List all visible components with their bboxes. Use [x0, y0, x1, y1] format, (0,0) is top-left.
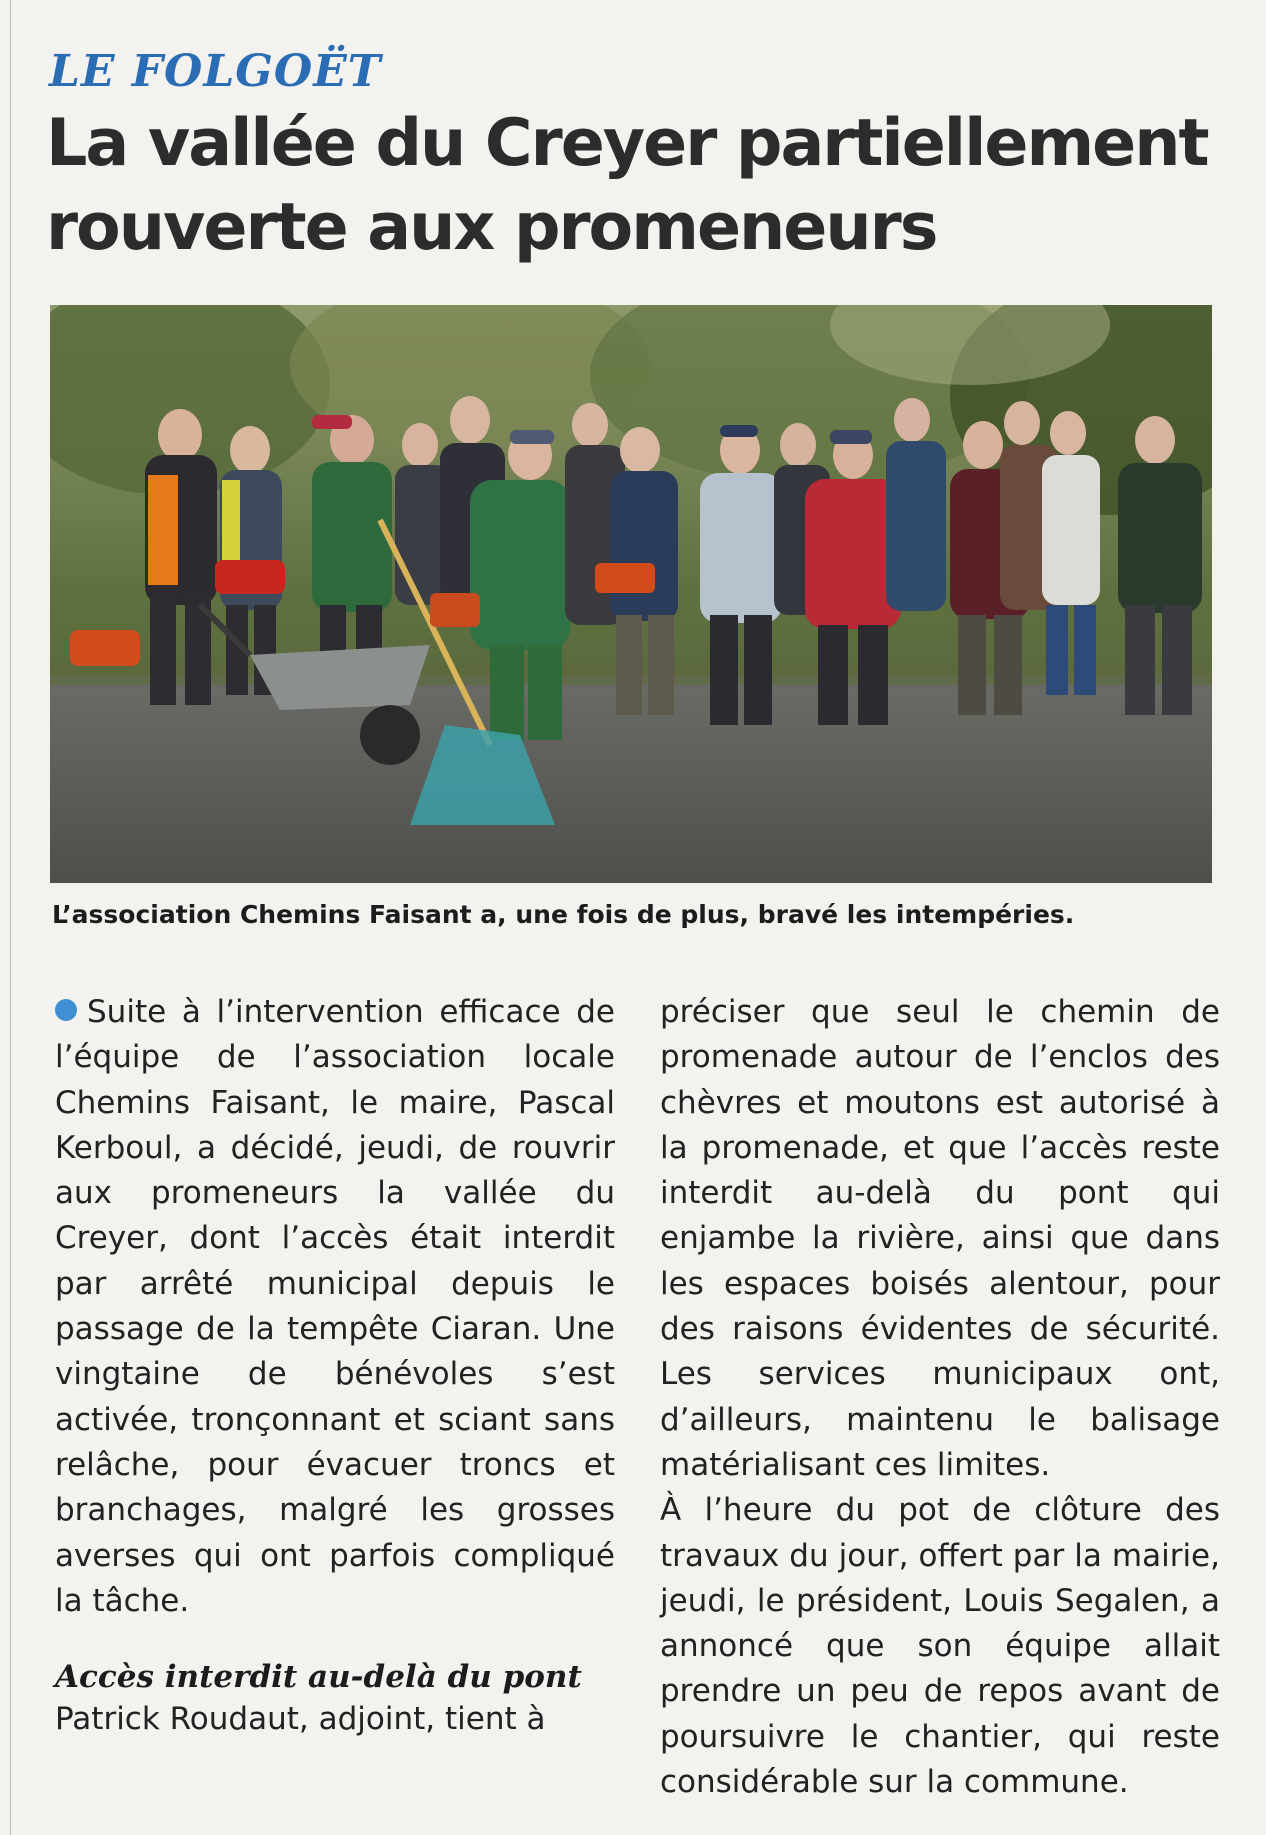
article-headline: La vallée du Creyer partiellement rouverte aux promeneurs	[46, 106, 1208, 265]
article-subhead: Accès interdit au-delà du pont	[55, 1659, 582, 1696]
page-edge-rule	[10, 0, 11, 1835]
article-paragraph-3	[660, 1488, 1220, 1805]
article-paragraph-2	[55, 1697, 615, 1742]
article-paragraph-2-continued: préciser que seul le chemin de promenade autour de l’enclos des chèvres et moutons est autorisé à la promenade, et que l’accès reste interdit au-delà du pont qui enjambe la rivière, ainsi que dans les espaces boisés alentour, pour des raisons évidentes de sécurité. Les services municipaux ont, d’ailleurs, maintenu le balisage matérialisant ces limites.	[660, 994, 1220, 1483]
article-column-left	[55, 990, 615, 1742]
paragraph-3-text: À l’heure du pot de clôture des travaux du jour, offert par la mairie, jeudi, le président, Louis Segalen, a annoncé que son équipe allait prendre un peu de repos avant de poursuivre le chantier, qui reste considérable sur la commune.	[660, 1492, 1220, 1801]
article-photo	[50, 305, 1212, 883]
group-photo-illustration	[50, 305, 1212, 883]
article-kicker: LE FOLGOËT	[49, 46, 382, 97]
paragraph-1-text: Suite à l’intervention efficace de l’équipe de l’association locale Chemins Faisant, le maire, Pascal Kerboul, a décidé, jeudi, de rouvrir aux promeneurs la vallée du Creyer, dont l’accès était interdit par arrêté municipal depuis le passage de la tempête Ciaran. Une vingtaine de bénévoles s’est activée, tronçonnant et sciant sans relâche, pour évacuer troncs et branchages, malgré les grosses averses qui ont parfois compliqué la tâche.	[55, 994, 615, 1619]
paragraph-2-text: Patrick Roudaut, adjoint, tient à	[55, 1701, 546, 1738]
bullet-dot-icon	[55, 999, 77, 1021]
article-paragraph-1	[55, 990, 615, 1624]
article-column-right	[660, 990, 1220, 1805]
photo-caption: L’association Chemins Faisant a, une fois de plus, bravé les intempéries.	[52, 900, 1075, 929]
